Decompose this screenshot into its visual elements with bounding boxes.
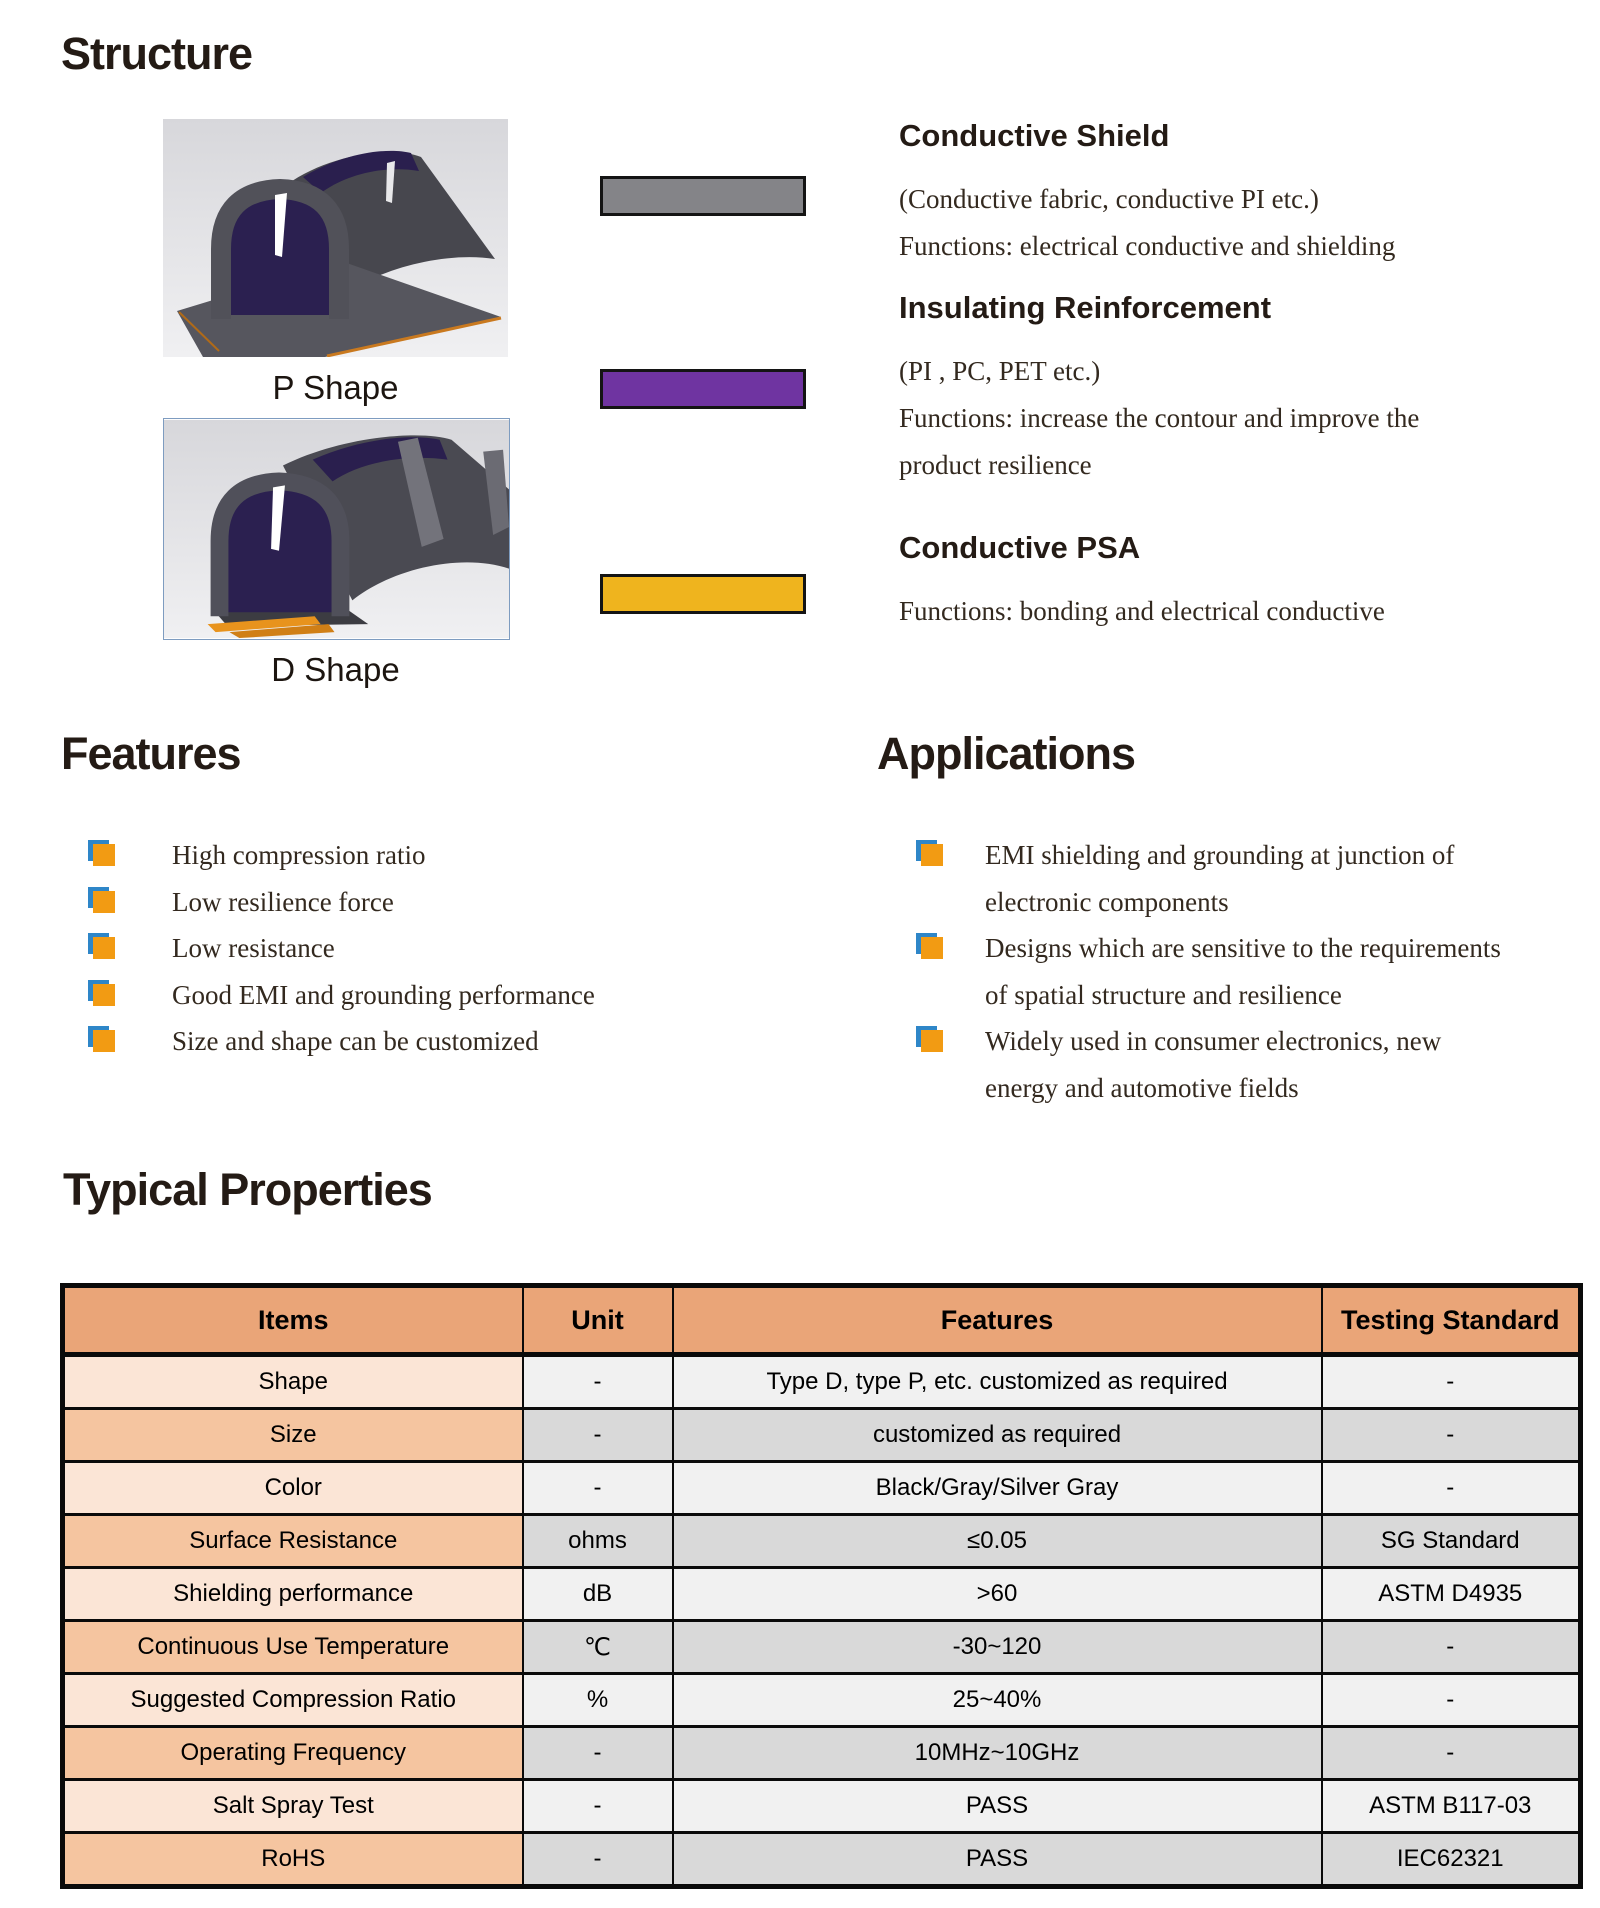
value-cell: - <box>1322 1621 1581 1674</box>
d-shape-label: D Shape <box>271 651 400 688</box>
typical-properties-heading: Typical Properties <box>63 1164 432 1215</box>
value-cell: ASTM B117-03 <box>1322 1780 1581 1833</box>
d-shape-3d-illustration <box>164 419 509 639</box>
legend-block-insulating-reinforcement <box>899 288 1579 489</box>
list-item <box>88 832 728 879</box>
list-item-text <box>985 925 1501 1018</box>
table-header-row <box>63 1286 1581 1355</box>
value-cell: % <box>523 1674 673 1727</box>
legend-text-line: Functions: electrical conductive and shielding <box>899 231 1396 261</box>
value-cell: SG Standard <box>1322 1515 1581 1568</box>
column-header: Items <box>63 1286 523 1355</box>
legend-text-line: Functions: increase the contour and improve the <box>899 403 1420 433</box>
value-cell: - <box>523 1462 673 1515</box>
square-bullet-icon <box>88 1026 118 1056</box>
value-cell: -30~120 <box>673 1621 1322 1674</box>
item-cell: Salt Spray Test <box>63 1780 523 1833</box>
value-cell: - <box>523 1355 673 1409</box>
table-row <box>63 1515 1581 1568</box>
value-cell: - <box>1322 1727 1581 1780</box>
legend-text-line: (PI , PC, PET etc.) <box>899 356 1101 386</box>
list-item <box>916 832 1596 925</box>
column-header: Features <box>673 1286 1322 1355</box>
table-row <box>63 1674 1581 1727</box>
square-bullet-icon <box>88 933 118 963</box>
column-header: Unit <box>523 1286 673 1355</box>
legend-title: Insulating Reinforcement <box>899 290 1272 325</box>
item-cell: Shielding performance <box>63 1568 523 1621</box>
list-item-line: energy and automotive fields <box>985 1072 1299 1103</box>
value-cell: - <box>523 1727 673 1780</box>
table-row <box>63 1355 1581 1409</box>
value-cell: dB <box>523 1568 673 1621</box>
value-cell: - <box>1322 1674 1581 1727</box>
item-cell: Surface Resistance <box>63 1515 523 1568</box>
insulating-reinforcement-swatch <box>600 369 806 409</box>
p-shape-3d-illustration <box>163 119 508 357</box>
list-item-line: Widely used in consumer electronics, new <box>985 1026 1442 1056</box>
value-cell: ℃ <box>523 1621 673 1674</box>
list-item <box>88 925 728 972</box>
applications-heading: Applications <box>877 728 1136 779</box>
p-shape-render-image <box>163 119 508 357</box>
value-cell: - <box>523 1409 673 1462</box>
item-cell: Suggested Compression Ratio <box>63 1674 523 1727</box>
square-bullet-icon <box>916 933 946 963</box>
value-cell: ≤0.05 <box>673 1515 1322 1568</box>
features-list <box>88 832 728 1065</box>
value-cell: PASS <box>673 1833 1322 1887</box>
list-item-line: High compression ratio <box>172 840 426 870</box>
column-header: Testing Standard <box>1322 1286 1581 1355</box>
list-item-text <box>985 1018 1441 1111</box>
list-item <box>916 1018 1596 1111</box>
legend-block-conductive-shield <box>899 116 1579 270</box>
table-row <box>63 1833 1581 1887</box>
legend-title: Conductive PSA <box>899 530 1141 565</box>
legend-lines <box>899 588 1579 635</box>
list-item-line: Good EMI and grounding performance <box>172 979 595 1010</box>
value-cell: - <box>1322 1355 1581 1409</box>
legend-text-line: product resilience <box>899 450 1092 480</box>
value-cell: - <box>1322 1462 1581 1515</box>
item-cell: RoHS <box>63 1833 523 1887</box>
table-row <box>63 1409 1581 1462</box>
item-cell: Size <box>63 1409 523 1462</box>
value-cell: Type D, type P, etc. customized as required <box>673 1355 1322 1409</box>
structure-heading: Structure <box>61 28 253 79</box>
item-cell: Operating Frequency <box>63 1727 523 1780</box>
list-item <box>88 1018 728 1065</box>
list-item-text <box>172 879 394 926</box>
applications-list <box>916 832 1596 1111</box>
value-cell: 25~40% <box>673 1674 1322 1727</box>
conductive-psa-swatch <box>600 574 806 614</box>
value-cell: ASTM D4935 <box>1322 1568 1581 1621</box>
legend-lines <box>899 348 1579 489</box>
list-item-line: Designs which are sensitive to the requirements <box>985 933 1501 963</box>
list-item-line: Low resistance <box>172 933 335 963</box>
features-heading: Features <box>61 728 241 779</box>
legend-lines <box>899 176 1579 270</box>
value-cell: - <box>523 1780 673 1833</box>
typical-properties-table <box>60 1283 1583 1889</box>
list-item-text <box>985 832 1454 925</box>
properties-table <box>60 1283 1583 1889</box>
list-item <box>88 972 728 1019</box>
list-item <box>916 925 1596 1018</box>
list-item-line: Size and shape can be customized <box>172 1026 539 1056</box>
list-item-text <box>172 925 335 972</box>
table-row <box>63 1780 1581 1833</box>
conductive-shield-swatch <box>600 176 806 216</box>
table-row <box>63 1727 1581 1780</box>
square-bullet-icon <box>88 980 118 1010</box>
list-item <box>88 879 728 926</box>
item-cell: Shape <box>63 1355 523 1409</box>
value-cell: customized as required <box>673 1409 1322 1462</box>
square-bullet-icon <box>916 1026 946 1056</box>
value-cell: PASS <box>673 1780 1322 1833</box>
p-shape-label: P Shape <box>272 369 399 406</box>
legend-title: Conductive Shield <box>899 118 1170 153</box>
square-bullet-icon <box>916 840 946 870</box>
list-item-line: of spatial structure and resilience <box>985 979 1342 1010</box>
square-bullet-icon <box>88 840 118 870</box>
item-cell: Color <box>63 1462 523 1515</box>
item-cell: Continuous Use Temperature <box>63 1621 523 1674</box>
square-bullet-icon <box>88 887 118 917</box>
table-row <box>63 1462 1581 1515</box>
list-item-text <box>172 1018 539 1065</box>
value-cell: Black/Gray/Silver Gray <box>673 1462 1322 1515</box>
list-item-line: Low resilience force <box>172 886 394 917</box>
table-row <box>63 1568 1581 1621</box>
value-cell: - <box>1322 1409 1581 1462</box>
legend-block-conductive-psa <box>899 528 1579 635</box>
value-cell: IEC62321 <box>1322 1833 1581 1887</box>
list-item-line: electronic components <box>985 886 1229 917</box>
list-item-line: EMI shielding and grounding at junction of <box>985 840 1455 870</box>
value-cell: ohms <box>523 1515 673 1568</box>
list-item-text <box>172 972 595 1019</box>
list-item-text <box>172 832 425 879</box>
value-cell: >60 <box>673 1568 1322 1621</box>
legend-text-line: (Conductive fabric, conductive PI etc.) <box>899 184 1319 214</box>
value-cell: 10MHz~10GHz <box>673 1727 1322 1780</box>
value-cell: - <box>523 1833 673 1887</box>
table-row <box>63 1621 1581 1674</box>
legend-text-line: Functions: bonding and electrical conductive <box>899 596 1385 626</box>
d-shape-render-image <box>163 418 510 640</box>
